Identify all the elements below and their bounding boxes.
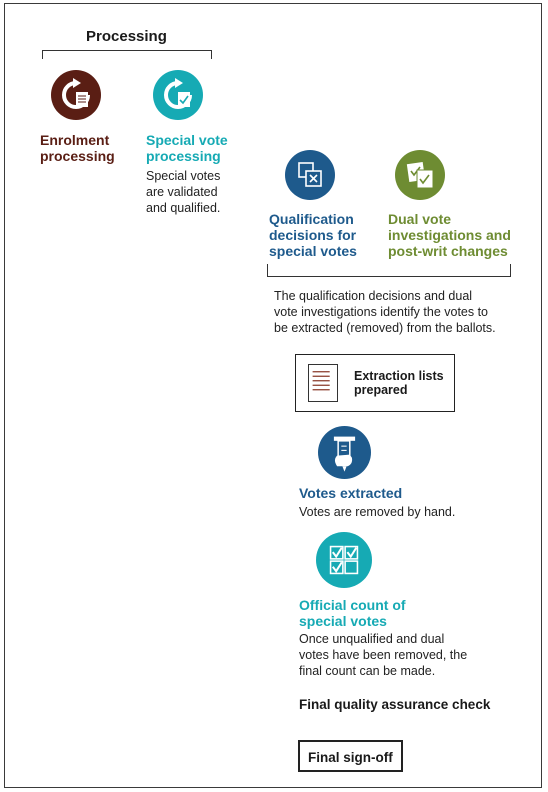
official-count-icon <box>316 532 372 588</box>
processing-bracket <box>42 50 212 59</box>
special-vote-processing-icon <box>153 70 203 120</box>
extraction-lists-label-line1: Extraction lists <box>354 369 444 383</box>
dual-vote-title-line2: investigations and <box>388 227 511 243</box>
special-vote-description <box>146 168 220 216</box>
special-vote-title-line2: processing <box>146 148 221 164</box>
official-count-title-line2: special votes <box>299 613 387 629</box>
enrolment-title-line1: Enrolment <box>40 132 110 148</box>
enrolment-title-line2: processing <box>40 148 115 164</box>
official-count-desc-line2: votes have been removed, the <box>299 648 468 662</box>
extraction-lists-label-line2: prepared <box>354 383 408 397</box>
official-count-desc-line3: final count can be made. <box>299 664 436 678</box>
final-qa-check: Final quality assurance check <box>299 697 491 712</box>
official-count-title <box>299 597 406 629</box>
special-vote-desc-line3: and qualified. <box>146 201 221 215</box>
qualification-note <box>274 288 496 336</box>
special-vote-title-line1: Special vote <box>146 132 228 148</box>
qualification-title-line1: Qualification <box>269 211 354 227</box>
official-count-desc <box>299 631 467 679</box>
special-vote-desc-line1: Special votes <box>146 169 221 183</box>
qualification-bracket <box>267 264 511 277</box>
enrolment-processing-icon <box>51 70 101 120</box>
qualification-note-line1: The qualification decisions and dual <box>274 289 473 303</box>
qualification-note-line2: vote investigations identify the votes to <box>274 305 489 319</box>
enrolment-title <box>40 132 115 164</box>
dual-vote-icon <box>395 150 445 200</box>
qualification-decisions-icon <box>285 150 335 200</box>
votes-extracted-desc: Votes are removed by hand. <box>299 505 456 519</box>
special-vote-desc-line2: are validated <box>146 185 218 199</box>
final-signoff-label: Final sign-off <box>308 750 393 765</box>
extraction-lists-box <box>295 354 455 412</box>
official-count-desc-line1: Once unqualified and dual <box>299 632 445 646</box>
final-signoff-box <box>298 740 403 772</box>
dual-vote-title <box>388 211 511 259</box>
votes-extracted-icon <box>318 426 371 479</box>
votes-extracted-title: Votes extracted <box>299 485 403 501</box>
processing-heading: Processing <box>86 28 167 45</box>
official-count-title-line1: Official count of <box>299 597 406 613</box>
qualification-note-line3: be extracted (removed) from the ballots. <box>274 321 496 335</box>
qualification-title <box>269 211 357 259</box>
qualification-title-line2: decisions for <box>269 227 357 243</box>
qualification-title-line3: special votes <box>269 243 357 259</box>
dual-vote-title-line3: post-writ changes <box>388 243 508 259</box>
special-vote-title <box>146 132 228 164</box>
list-document-icon <box>308 364 338 402</box>
extraction-lists-label <box>354 369 444 397</box>
dual-vote-title-line1: Dual vote <box>388 211 452 227</box>
